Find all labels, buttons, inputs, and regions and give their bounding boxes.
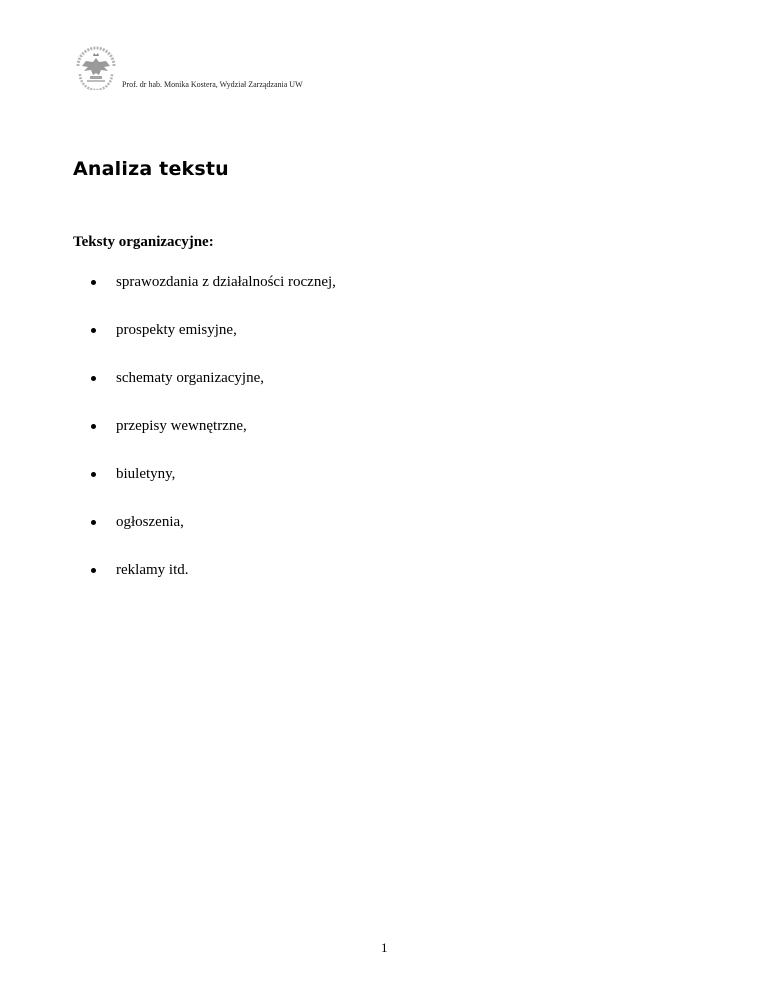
list-item-text: schematy organizacyjne, [116,370,264,386]
document-title: Analiza tekstu [73,158,229,180]
page-number: 1 [381,940,388,955]
list-item-text: biuletyny, [116,466,176,482]
bullet-icon [91,376,96,381]
section-heading: Teksty organizacyjne: [73,234,214,250]
bullet-icon [91,472,96,477]
bullet-icon [91,424,96,429]
list-item-text: sprawozdania z działalności rocznej, [116,274,336,290]
bullet-icon [91,520,96,525]
bullet-icon [91,568,96,573]
list-item-text: prospekty emisyjne, [116,322,237,338]
bullet-icon [91,280,96,285]
bullet-icon [91,328,96,333]
list-item-text: przepisy wewnętrzne, [116,418,247,434]
university-logo-icon [72,44,120,90]
list-item-text: reklamy itd. [116,562,189,578]
author-header: Prof. dr hab. Monika Kostera, Wydział Zarządzania UW [122,80,303,89]
list-item-text: ogłoszenia, [116,514,184,530]
